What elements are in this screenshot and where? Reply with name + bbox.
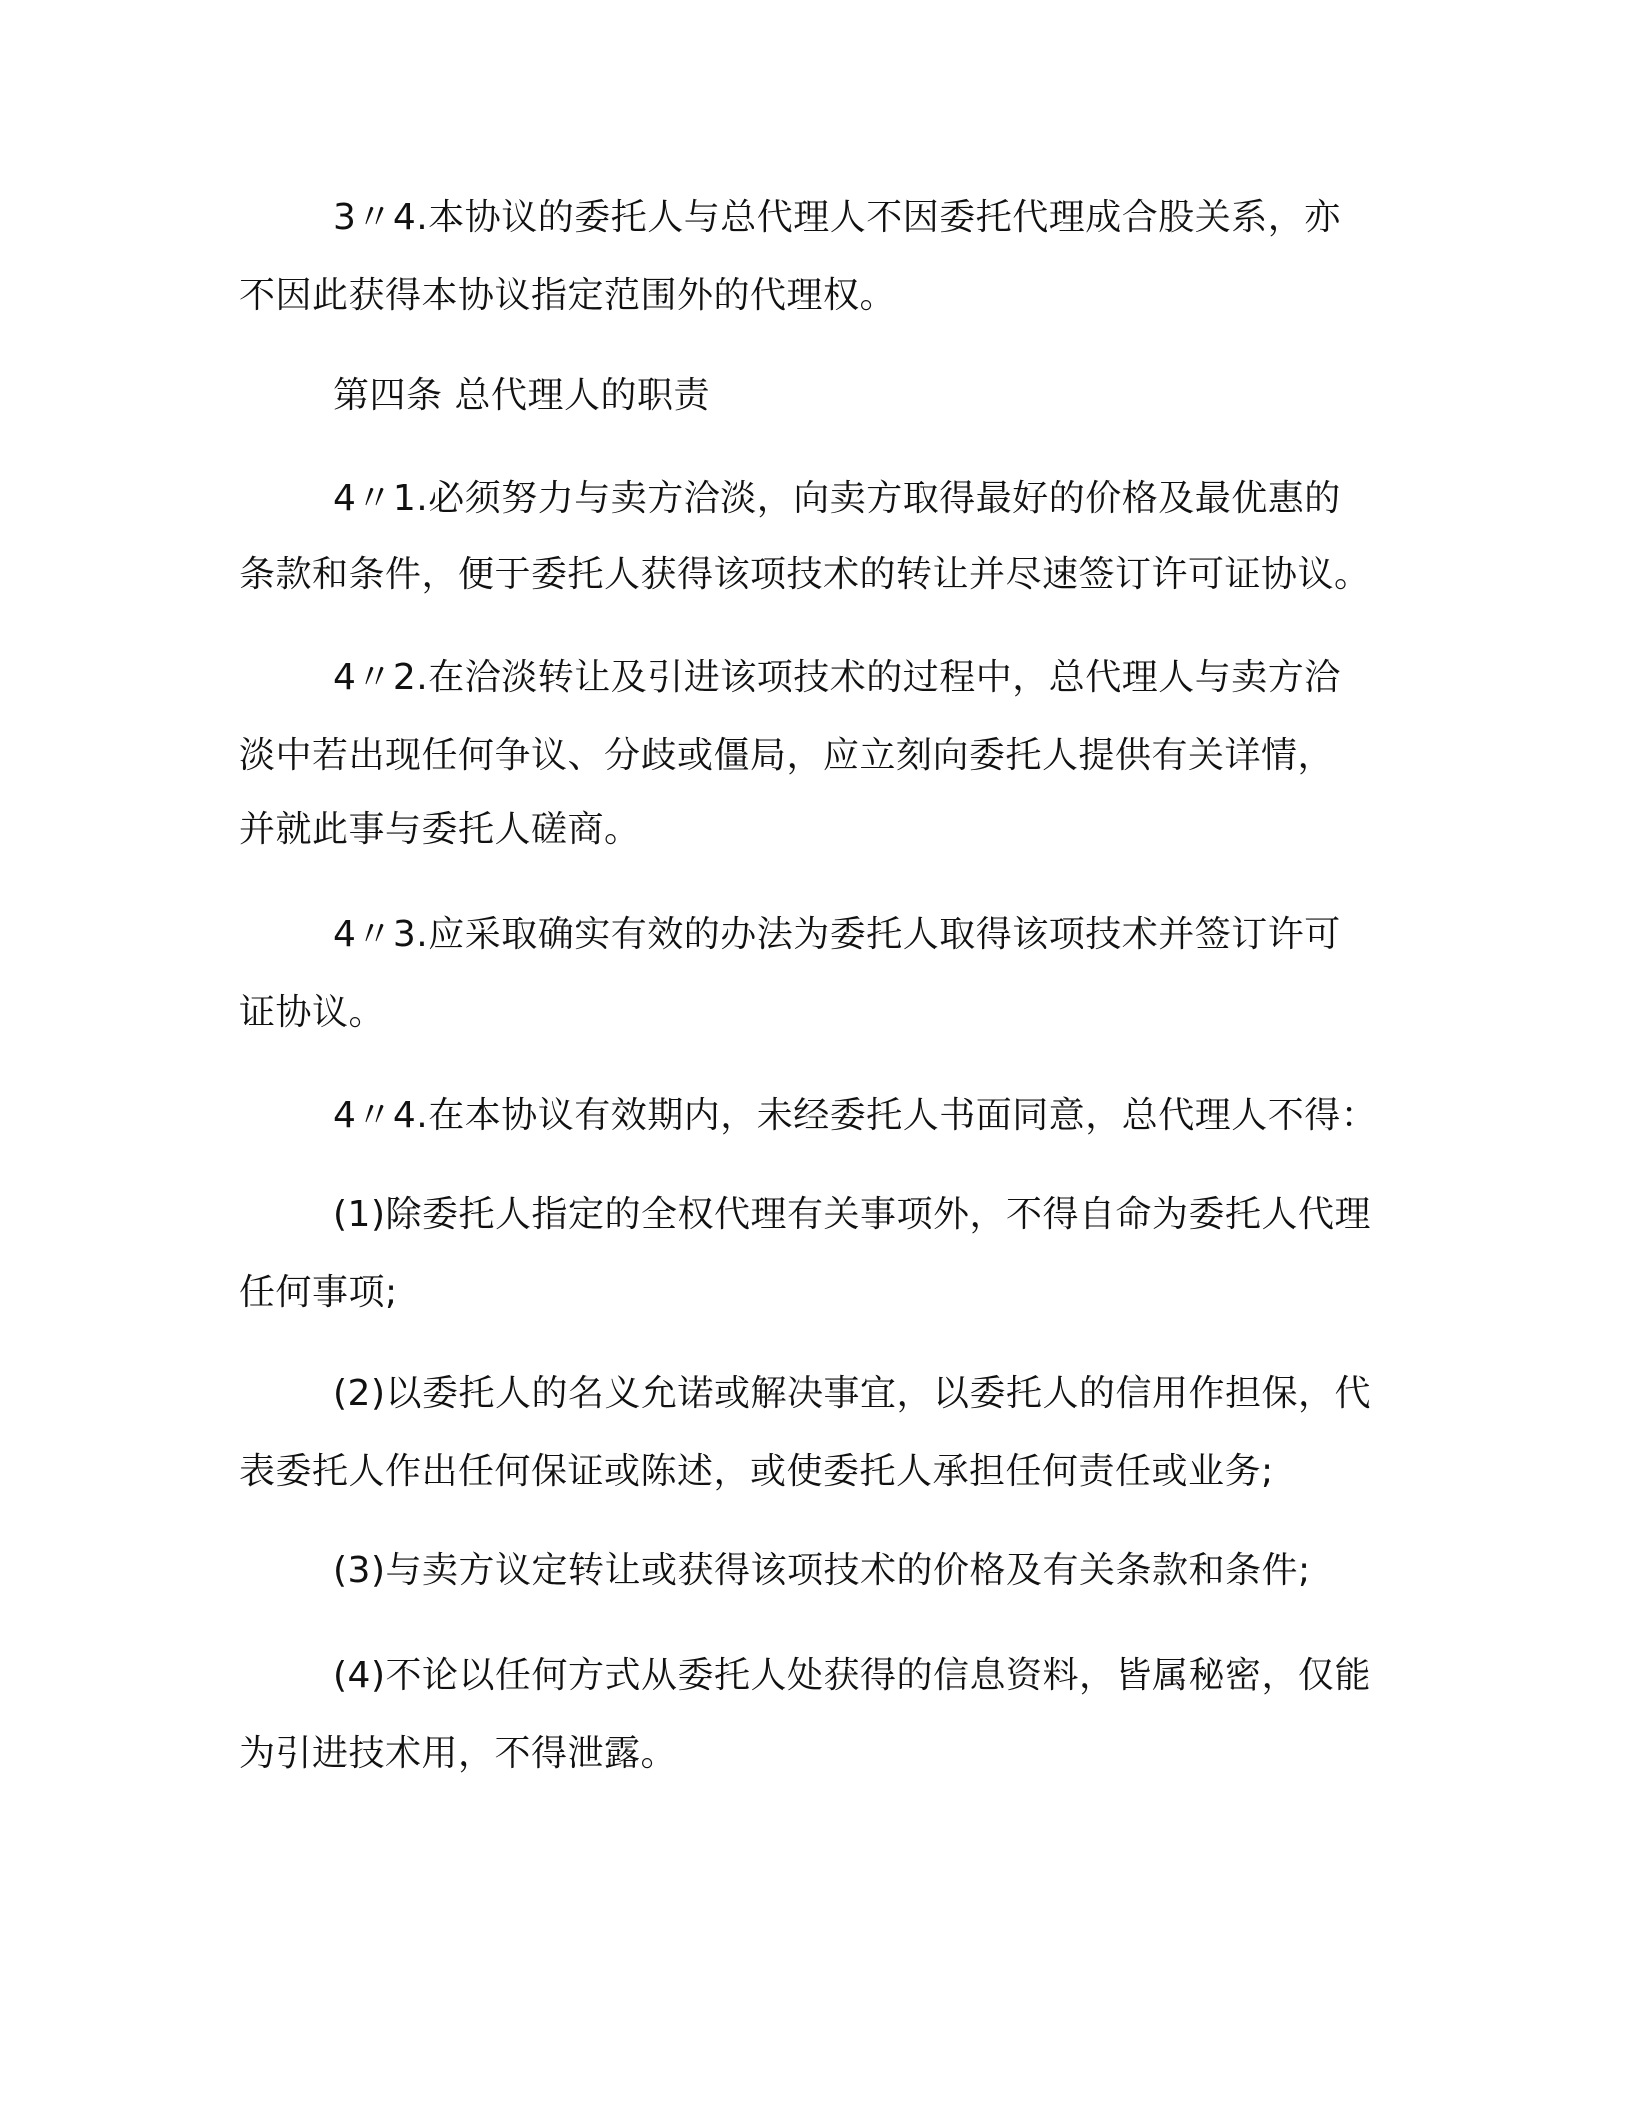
item-1-line-2: 任何事项; [239,1272,398,1313]
clause-4-1-line-2: 条款和条件，便于委托人获得该项技术的转让并尽速签订许可证协议。 [239,554,1371,595]
item-4-line-2: 为引进技术用，不得泄露。 [239,1733,678,1774]
clause-3-4-line-2: 不因此获得本协议指定范围外的代理权。 [239,275,897,316]
clause-4-3-line-2: 证协议。 [239,992,386,1033]
clause-4-1-line-1: 4〃1.必须努力与卖方洽淡，向卖方取得最好的价格及最优惠的 [333,478,1341,519]
clause-4-2-line-1: 4〃2.在洽淡转让及引进该项技术的过程中，总代理人与卖方洽 [333,657,1341,698]
item-2-line-1: (2)以委托人的名义允诺或解决事宜，以委托人的信用作担保，代 [333,1373,1371,1414]
item-3-line-1: (3)与卖方议定转让或获得该项技术的价格及有关条款和条件; [333,1550,1311,1591]
clause-3-4-line-1: 3〃4.本协议的委托人与总代理人不因委托代理成合股关系，亦 [333,197,1341,238]
item-4-line-1: (4)不论以任何方式从委托人处获得的信息资料，皆属秘密，仅能 [333,1655,1371,1696]
article-4-heading: 第四条 总代理人的职责 [333,375,710,416]
clause-4-2-line-3: 并就此事与委托人磋商。 [239,809,641,850]
clause-4-2-line-2: 淡中若出现任何争议、分歧或僵局，应立刻向委托人提供有关详情， [239,735,1335,776]
clause-4-3-line-1: 4〃3.应采取确实有效的办法为委托人取得该项技术并签订许可 [333,914,1341,955]
clause-4-4-line-1: 4〃4.在本协议有效期内，未经委托人书面同意，总代理人不得： [333,1095,1378,1136]
item-2-line-2: 表委托人作出任何保证或陈述，或使委托人承担任何责任或业务; [239,1451,1274,1492]
item-1-line-1: (1)除委托人指定的全权代理有关事项外，不得自命为委托人代理 [333,1194,1371,1235]
